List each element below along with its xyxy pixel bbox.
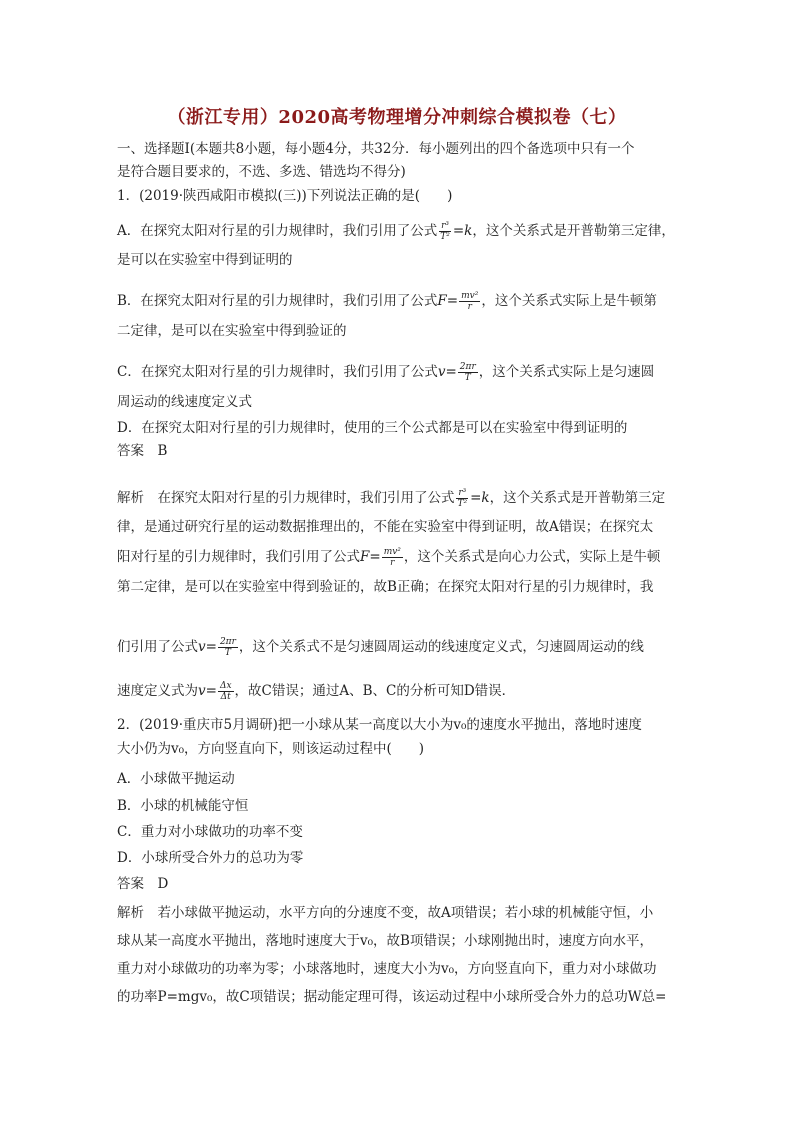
q2-answer: 答案 D [117,876,169,892]
section-instructions-line2: 是符合题目要求的，不选、多选、错选均不得分) [117,164,406,180]
q1-explanation-line2: 律，是通过研究行星的运动数据推理出的，不能在实验室中得到证明，故A错误；在探究太 [117,519,654,535]
q1-answer: 答案 B [117,443,168,459]
q1-option-b: B．在探究太阳对行星的引力规律时，我们引用了公式F= $\frac{\text{mv²}}{r}$ ，这个关系式实际上是牛顿第 [117,291,657,312]
q2-option-b: B．小球的机械能守恒 [117,798,249,814]
q2-explanation-line1: 解析 若小球做平抛运动，水平方向的分速度不变，故A项错误；若小球的机械能守恒，小 [117,905,654,921]
velocity-fraction: $\frac{2\pi r}{T}$ [459,362,476,383]
q2-option-a: A．小球做平抛运动 [117,771,235,787]
velocity-definition-fraction: $\frac{\Delta x}{\Delta t}$ [219,681,232,702]
kepler-fraction: $\frac{\text{r³}}{\text{T²}}$ [440,221,450,242]
q1-stem: 1．(2019·陕西咸阳市模拟(三))下列说法正确的是( ) [117,188,453,204]
q1-option-d: D．在探究太阳对行星的引力规律时，使用的三个公式都是可以在实验室中得到证明的 [117,420,628,436]
q2-option-c: C．重力对小球做功的功率不变 [117,824,303,840]
q2-explanation-line2: 球从某一高度水平抛出，落地时速度大于v₀，故B项错误；小球刚抛出时，速度方向水平， [117,933,653,949]
newton-fraction: $\frac{\text{mv²}}{r}$ [461,291,479,312]
q1-explanation-line6: 速度定义式为v= $\frac{\Delta x}{\Delta t}$ ，故C错误；通过A、B、C的分析可知D错误． [117,681,516,702]
q1-option-a: A．在探究太阳对行星的引力规律时，我们引用了公式 $\frac{\text{r³}}{\text{T²}}$ =k，这个关系式是开普勒第三定律， [117,221,675,242]
q1-option-c-line2: 周运动的线速度定义式 [117,394,252,410]
q2-option-d: D．小球所受合外力的总功为零 [117,850,304,866]
q1-option-c: C．在探究太阳对行星的引力规律时，我们引用了公式v= $\frac{2\pi r}{T}$ ，这个关系式实际上是匀速圆 [117,362,655,383]
q1-option-b-line2: 二定律，是可以在实验室中得到验证的 [117,323,347,339]
q2-stem-line2: 大小仍为v₀，方向竖直向下，则该运动过程中( ) [117,741,425,757]
q2-explanation-line4: 的功率P=mgv₀，故C项错误；据动能定理可得，该运动过程中小球所受合外力的总功W总= [117,989,667,1005]
q1-explanation-line4: 第二定律，是可以在实验室中得到验证的，故B正确；在探究太阳对行星的引力规律时，我 [117,579,654,595]
section-instructions-line1: 一、选择题Ⅰ(本题共8小题，每小题4分，共32分．每小题列出的四个备选项中只有一个 [117,141,635,157]
q2-stem-line1: 2．(2019·重庆市5月调研)把一小球从某一高度以大小为v₀的速度水平抛出，落地时速度 [117,717,642,733]
q1-explanation-line3: 阳对行星的引力规律时，我们引用了公式F= $\frac{\text{mv²}}{r}$ ，这个关系式是向心力公式，实际上是牛顿 [117,547,661,568]
q1-explanation-line5: 们引用了公式v= $\frac{2\pi r}{T}$ ，这个关系式不是匀速圆周运动的线速度定义式，匀速圆周运动的线 [117,637,644,658]
q1-explanation-line1: 解析 在探究太阳对行星的引力规律时，我们引用了公式 $\frac{\text{r³}}{\text{T²}}$ =k，这个关系式是开普勒第三定 [117,488,666,509]
page-title: （浙江专用）2020高考物理增分冲刺综合模拟卷（七） [167,107,627,128]
q1-option-a-line2: 是可以在实验室中得到证明的 [117,252,293,268]
q2-explanation-line3: 重力对小球做功的功率为零；小球落地时，速度大小为v₀，方向竖直向下，重力对小球做功 [117,961,657,977]
